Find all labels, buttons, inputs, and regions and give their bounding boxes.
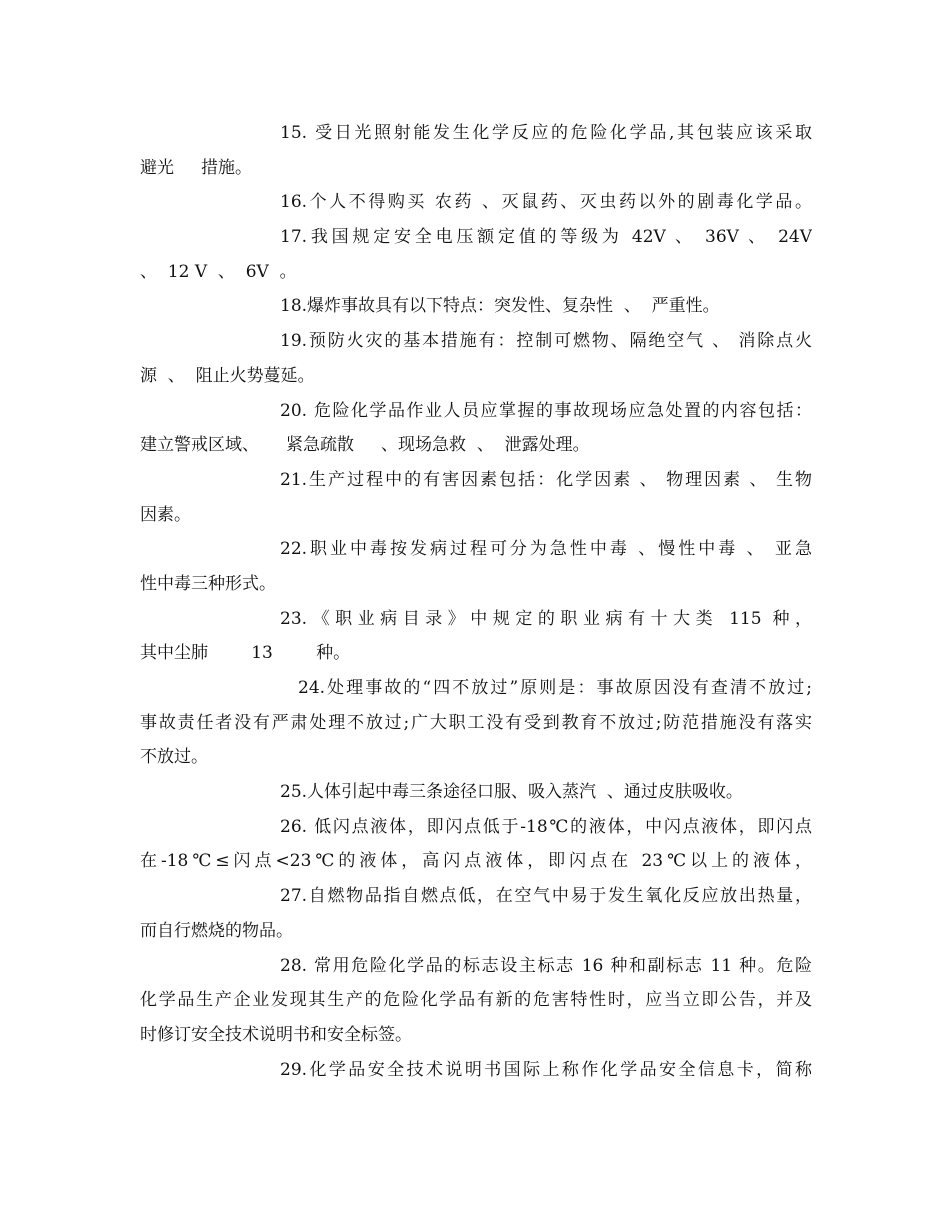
- text-line: 28. 常用危险化学品的标志设主标志 16 种和副标志 11 种。危险: [280, 955, 812, 976]
- text-line: 23.《职业病目录》中规定的职业病有十大类 115 种，: [280, 608, 812, 629]
- text-line: 27.自燃物品指自燃点低，在空气中易于发生氧化反应放出热量，: [280, 886, 812, 907]
- text-line: 16.个人不得购买 农药 、灭鼠药、灭虫药以外的剧毒化学品。: [280, 192, 812, 213]
- text-line: 因素。: [140, 504, 191, 525]
- text-line: 19.预防火灾的基本措施有：控制可燃物、隔绝空气 、 消除点火: [280, 331, 812, 352]
- text-line: 源 、 阻止火势蔓延。: [140, 365, 315, 386]
- text-line: 22.职业中毒按发病过程可分为急性中毒 、慢性中毒 、 亚急: [280, 539, 812, 560]
- text-line: 事故责任者没有严肃处理不放过;广大职工没有受到教育不放过;防范措施没有落实: [140, 712, 812, 733]
- text-line: 26. 低闪点液体，即闪点低于-18℃的液体，中闪点液体，即闪点: [280, 816, 812, 837]
- text-line: 而自行燃烧的物品。: [140, 920, 293, 941]
- text-line: 不放过。: [140, 747, 208, 768]
- text-line: 20. 危险化学品作业人员应掌握的事故现场应急处置的内容包括：: [280, 400, 812, 421]
- text-line: 性中毒三种形式。: [140, 573, 276, 594]
- text-line: 25.人体引起中毒三条途径口服、吸入蒸汽 、通过皮肤吸收。: [280, 782, 743, 803]
- text-line: 24.处理事故的“四不放过”原则是：事故原因没有查清不放过;: [298, 678, 812, 698]
- text-line: 、 12 V 、 6V 。: [140, 261, 297, 282]
- text-line: 化学品生产企业发现其生产的危险化学品有新的危害特性时，应当立即公告，并及: [140, 990, 812, 1011]
- text-line: 21.生产过程中的有害因素包括：化学因素 、 物理因素 、 生物: [280, 469, 812, 490]
- text-line: 其中尘肺 13 种。: [140, 643, 351, 664]
- document-body: [140, 116, 812, 1087]
- text-line: 17.我国规定安全电压额定值的等级为 42V 、 36V 、 24V: [280, 227, 812, 248]
- text-line: 建立警戒区域、 紧急疏散 、现场急救 、 泄露处理。: [140, 435, 590, 456]
- text-line: 15. 受日光照射能发生化学反应的危险化学品,其包装应该采取: [280, 123, 812, 143]
- text-line: 避光 措施。: [140, 157, 253, 178]
- text-line: 在-18℃≤闪点<23℃的液体，高闪点液体，即闪点在 23℃以上的液体，: [140, 851, 812, 872]
- text-line: 时修订安全技术说明书和安全标签。: [140, 1024, 412, 1045]
- text-line: 29.化学品安全技术说明书国际上称作化学品安全信息卡，简称: [280, 1059, 812, 1080]
- text-line: 18.爆炸事故具有以下特点：突发性、复杂性 、 严重性。: [280, 296, 720, 317]
